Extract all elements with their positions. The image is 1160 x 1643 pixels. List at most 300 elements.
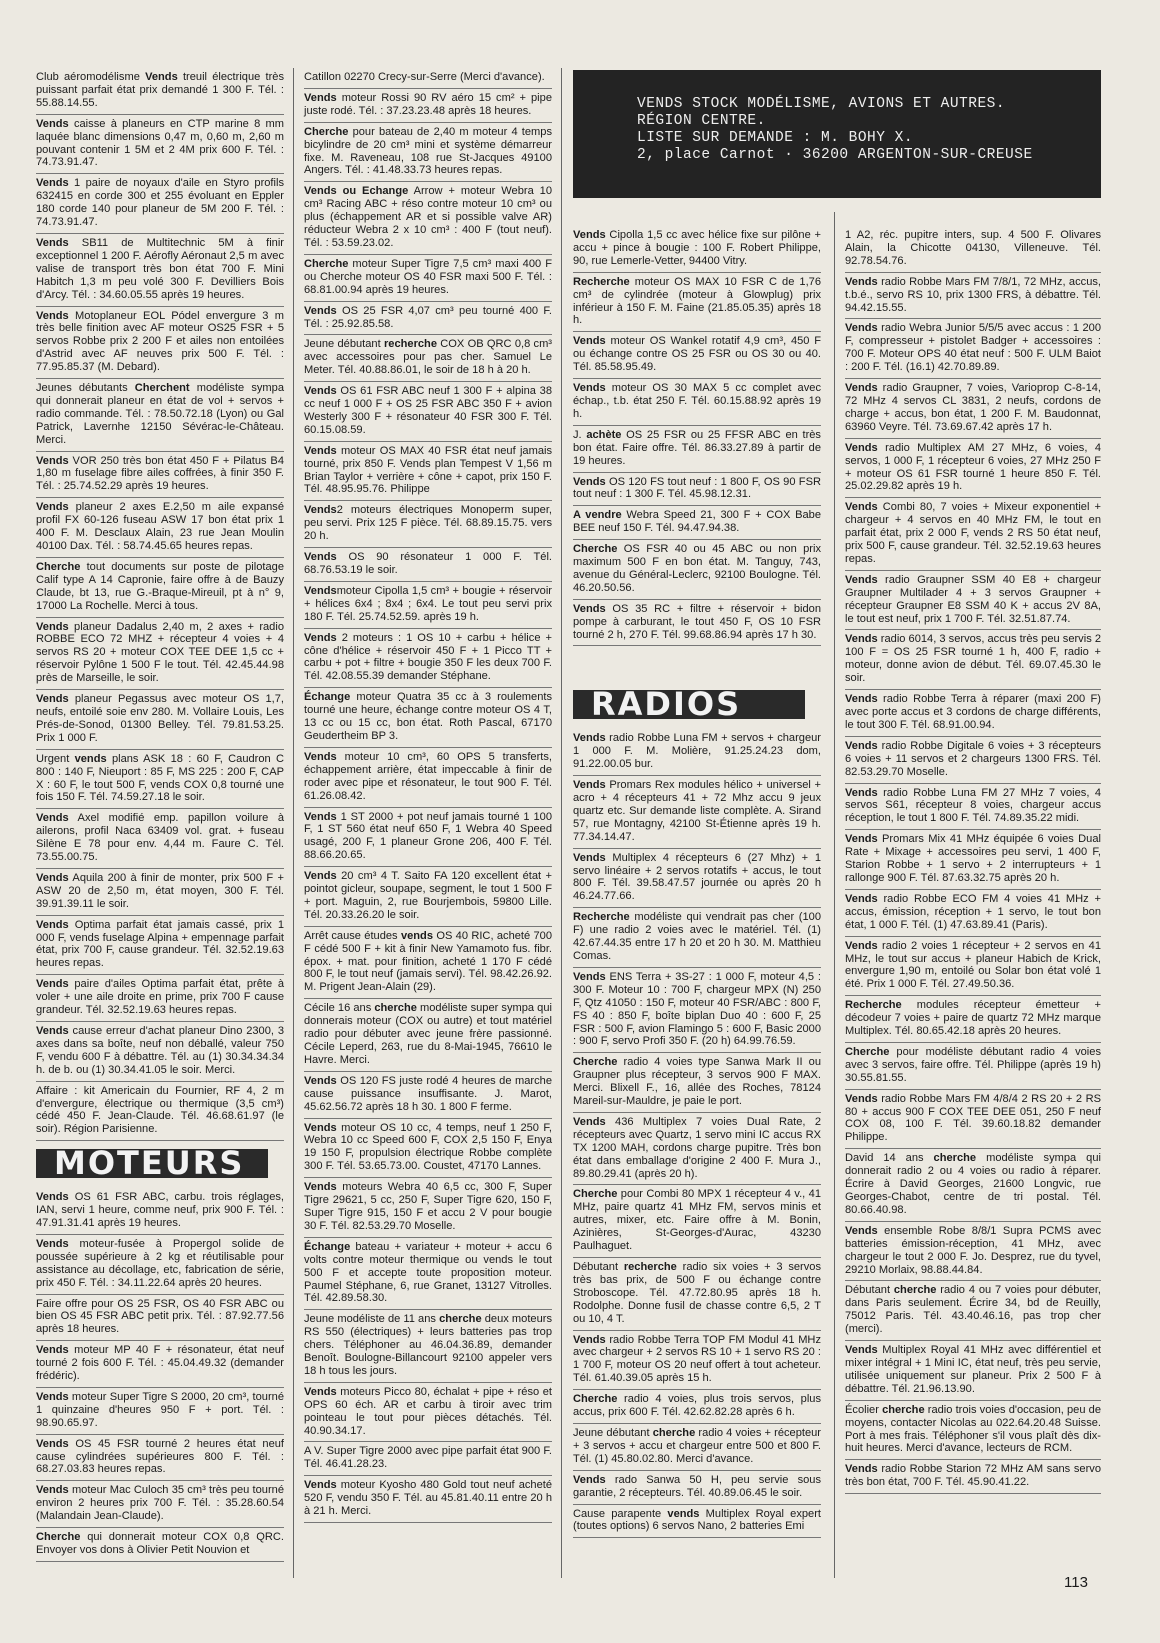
- ad-text: Jeune modéliste de 11 ans: [304, 1313, 440, 1326]
- ad-text: Affaire : kit Americain du Fournier, RF 4, 2 m d'envergure, électrique ou thermique (3,5 cm³) cédé 450 F. Jean-Claude. Tél. 46.68.61.97 (le soir). Région Parisienne.: [36, 1084, 284, 1136]
- section-header-moteurs: MOTEURS: [36, 1149, 268, 1178]
- ad-keyword: Vends: [573, 970, 606, 983]
- ad-text: Promars Rex modules hélico + universel + acro + 4 récepteurs 41 + 72 Mhz accu 9 jeux quartz etc. Sur demande liste complète. A. Sirand 57, rue Montagny, 42100 St-Étienne après 19 h. 77.34.14.47.: [573, 779, 821, 843]
- classified-ad: [573, 473, 821, 507]
- ad-text: A V. Super Tigre 2000 avec pipe parfait état 900 F. Tél. 46.41.28.23.: [304, 1445, 552, 1471]
- ad-text: radio 4 voies + récepteur + 3 servos + accu et chargeur entre 500 et 800 F. Tél. (1) 45.80.02.80. Merci d'avance.: [573, 1426, 821, 1465]
- classified-ad: [304, 582, 552, 629]
- ad-keyword: vends: [74, 752, 107, 765]
- ad-text: pour bateau de 2,40 m moteur 4 temps bicylindre de 20 cm³ mini et système démarreur fixe. M. Raveneau, 108 rue St-Jacques 49100 Angers. Tél. : 41.48.33.73 heures repas.: [304, 125, 552, 177]
- classified-ad: [304, 1178, 552, 1238]
- classified-ad: [573, 1053, 821, 1113]
- classified-ad: [573, 1471, 821, 1505]
- ad-text: 2 moteurs électriques Monoperm super, peu servi. Prix 125 F pièce. Tél. 68.89.15.75. vers 20 h.: [304, 504, 552, 543]
- classified-ad: [573, 1390, 821, 1424]
- classified-ad: [845, 690, 1101, 737]
- ad-keyword: achète: [586, 428, 622, 441]
- classified-ad: [304, 501, 552, 548]
- classified-list: [304, 68, 552, 1523]
- classified-ad: [845, 1460, 1101, 1494]
- ad-text: cause erreur d'achat planeur Dino 2300, 3 axes dans sa boîte, neuf non déballé, valeur 750 F, vendu 600 F à débattre. Tél. au (1) 30.34.34.34 h. de b. ou (1) 30.34.41.05 le soir. Merci.: [36, 1025, 284, 1076]
- column-3: [573, 226, 821, 1538]
- ad-keyword: Vends: [304, 304, 337, 317]
- ad-keyword: Vends: [573, 732, 606, 745]
- ad-keyword: Vends: [36, 1025, 69, 1037]
- classified-ad: [36, 1295, 284, 1342]
- classified-ad: [845, 226, 1101, 273]
- classified-ad: [36, 307, 284, 380]
- classified-ad: [36, 1235, 284, 1295]
- ad-text: moteur Kyosho 480 Gold tout neuf acheté 520 F, vendu 350 F. Tél. au 45.81.40.11 entre 20 h à 21 h. Merci.: [304, 1479, 552, 1518]
- ad-text: caisse à planeurs en CTP marine 8 mm laquée blanc dimensions 0,47 m, 0,60 m, 2,60 m pouvant contenir 1 5M et 2 4M prix 600 F. Tél. : 74.73.91.47.: [36, 117, 284, 169]
- classified-ad: [845, 937, 1101, 997]
- ad-keyword: Vends: [304, 750, 337, 763]
- ad-keyword: Vends: [36, 620, 69, 633]
- classified-ad: [304, 255, 552, 302]
- ad-keyword: Vends: [573, 1333, 606, 1346]
- ad-text: Aquila 200 à finir de monter, prix 500 F + ASW 20 de 2,50 m, état moyen, 300 F. Tél. 39.91.39.11 le soir.: [36, 871, 284, 910]
- classified-ad: [573, 1505, 821, 1539]
- ad-text: OS FSR 40 ou 45 ABC ou non prix maximum 500 F en bon état. M. Tanguy, 743, avenue du Général-Leclerc, 92100 Boulogne. Tél. 46.20.50.56.: [573, 543, 821, 594]
- classified-ad: [36, 115, 284, 175]
- ad-keyword: Vends: [36, 871, 69, 884]
- classified-ad: [304, 867, 552, 927]
- ad-keyword: Vends: [845, 939, 878, 952]
- classified-ad: [304, 89, 552, 123]
- ad-keyword: Cherche: [573, 1056, 618, 1069]
- ad-text: moteurs Webra 40 6,5 cc, 300 F, Super Tigre 29621, 5 cc, 250 F, Super Tigre 620, 150 F, Super Tigre 915, 150 F et accu 2 V pour bougie 30 F. Tél. 82.53.29.70 Moselle.: [304, 1181, 552, 1232]
- ad-keyword: Vends: [36, 236, 69, 249]
- classified-ad: [36, 1022, 284, 1082]
- ad-keyword: Vends: [304, 1074, 337, 1087]
- classified-ad: [845, 273, 1101, 320]
- ad-keyword: Vends: [573, 851, 606, 864]
- classified-ad: [36, 916, 284, 976]
- classified-ad: [845, 1341, 1101, 1401]
- ad-keyword: Cherche: [36, 560, 81, 573]
- ad-text: radio Robbe Terra à réparer (maxi 200 F) avec porte accus et 3 cordons de charge différents, le tout 300 F. Tél. 68.91.00.94.: [845, 693, 1101, 731]
- classified-ad: [304, 68, 552, 89]
- ad-text: OS 120 FS juste rodé 4 heures de marche cause puissance insuffisante. J. Marot, 45.62.56.72 après 18 h 30. 1 800 F ferme.: [304, 1074, 552, 1113]
- ad-text: moteur MP 40 F + résonateur, état neuf tourné 2 fois 600 F. Tél. : 45.04.49.32 (demander frédéric).: [36, 1344, 284, 1383]
- ad-text: Arrêt cause études: [304, 929, 401, 942]
- ad-keyword: Vends: [36, 1437, 69, 1450]
- classified-ad: [573, 968, 821, 1053]
- ad-text: Cause parapente: [573, 1507, 668, 1520]
- ad-keyword: Vends: [36, 1191, 69, 1204]
- classified-ad: [36, 498, 284, 558]
- ad-text: bateau + variateur + moteur + accu 6 volts contre moteur thermique ou vends le tout 500 F et accepte toute proposition moteur. Paumel Stéphane, 6, rue Granet, 13127 Vitrolles. Tél. 42.89.58.30.: [304, 1240, 552, 1305]
- classified-ad: [304, 808, 552, 868]
- ad-text: modules récepteur émetteur + décodeur 7 voies + paire de quartz 72 MHz marque Multiplex. Tél. 80.65.42.18 après 20 heures.: [845, 999, 1101, 1038]
- classified-ad: [304, 1072, 552, 1119]
- ad-keyword: Vends: [36, 117, 69, 130]
- ad-keyword: Vends: [845, 275, 878, 288]
- classified-ad: [845, 784, 1101, 831]
- ad-keyword: Vends: [304, 631, 337, 644]
- classified-ad: [36, 174, 284, 234]
- classified-ad: [36, 1481, 284, 1528]
- ad-text: Débutant: [573, 1261, 624, 1273]
- classified-ad: [304, 442, 552, 502]
- classified-ad: [845, 996, 1101, 1043]
- ad-text: OS 45 FSR tourné 2 heures état neuf cause cylindrées supérieures 800 F. Tél. : 68.27.03.83 heures repas.: [36, 1437, 284, 1476]
- classified-ad: [36, 68, 284, 115]
- ad-text: radio Robbe Mars FM 7/8/1, 72 MHz, accus, t.b.é., servo RS 10, prix 1300 FRS, à débattre. Tél. 94.42.15.55.: [845, 275, 1101, 314]
- classified-ad: [304, 1119, 552, 1179]
- classified-ad: [573, 849, 821, 909]
- ad-text: radio Graupner SSM 40 E8 + chargeur Graupner Multilader 4 + 3 servos Graupner + récepteur Graupner E8 SSM 40 K + accus 2V 8A, le tout est neuf, prix 1 700 F. Tél. 32.51.87.74.: [845, 573, 1101, 625]
- classified-ad: [573, 908, 821, 968]
- ad-keyword: Vends: [36, 812, 69, 825]
- ad-text: radio Robbe ECO FM 4 voies 41 MHz + accus, émission, réception + 1 servo, le tout bon état, 1 000 F. Tél. (1) 47.63.89.41 (Paris).: [845, 892, 1101, 931]
- classified-ad: [36, 1341, 284, 1388]
- classified-ad: [304, 1442, 552, 1476]
- ad-text: Jeune débutant: [573, 1426, 653, 1439]
- ad-text: moteur OS 10 cc, 4 temps, neuf 1 250 F, Webra 10 cc Speed 600 F, COX 2,5 150 F, Enya 19 150 F, propulsion électrique Robbe complète 300 F. Tél. 53.65.73.00. Coustet, 47170 Lannes.: [304, 1121, 552, 1173]
- classified-ad: [573, 1113, 821, 1186]
- ad-keyword: Vends: [36, 1237, 69, 1250]
- ad-keyword: Vends: [845, 441, 878, 454]
- ad-text: 20 cm³ 4 T. Saito FA 120 excellent état + pointot gicleur, soupape, segment, le tout 1 500 F + port. Maguin, 2, rue Bourjembois, 59800 Lille. Tél. 20.33.26.20 le soir.: [304, 870, 552, 921]
- ad-text: radio Robbe Luna FM 27 MHz 7 voies, 4 servos S61, récepteur 8 voies, chargeur accus réception, le tout 1 800 F. Tél. 74.89.35.22 midi.: [845, 786, 1101, 825]
- classified-ad: [573, 226, 821, 273]
- ad-keyword: Vends ou Echange: [304, 185, 409, 198]
- classified-ad: [36, 1435, 284, 1482]
- ad-text: deux moteurs RS 550 (électriques) + leurs batteries pas trop chers. Téléphoner au 46.04.36.89, demander Benoît. Boulogne-Billancourt 92100 appeler vers 18 h tous les jours.: [304, 1313, 553, 1377]
- ad-keyword: Vends: [573, 1473, 606, 1486]
- ad-text: David 14 ans: [845, 1152, 934, 1165]
- ad-text: modéliste qui vendrait pas cher (100 F) une radio 2 voies avec le matériel. Tél. (1) 42.67.44.35 entre 17 h 20 et 20 h 30. M. Matthieu Comas.: [573, 911, 821, 962]
- classified-ad: [36, 809, 284, 869]
- ad-text: moteur Cipolla 1,5 cm³ + bougie + réservoir + hélices 6x4 ; 8x4 ; 6x4. Le tout peu servi prix 180 F. Tél. 25.74.52.59. après 19 h.: [304, 584, 552, 623]
- ad-text: pour Combi 80 MPX 1 récepteur 4 v., 41 MHz, paire quartz 41 MHz FM, servos minis et autres, mixer, etc. Faire offre à M. Bonin, Azinières, St-Georges-d'Aurac, 43230 Paulhaguet.: [573, 1188, 821, 1253]
- ad-text: radio Robbe Starion 72 MHz AM sans servo très bon état, 700 F. Tél. 45.90.41.22.: [845, 1463, 1101, 1489]
- ad-keyword: Vends: [304, 584, 337, 597]
- ad-keyword: Vends: [36, 1344, 69, 1357]
- ad-keyword: Vends: [36, 978, 69, 991]
- ad-text: radio Robbe Digitale 6 voies + 3 récepteurs 6 voies + 11 servos et 2 chargeurs 1300 FRS. Tél. 82.53.29.70 Moselle.: [845, 739, 1101, 778]
- ad-keyword: Vends: [304, 385, 337, 398]
- ad-text: planeur Pegassus avec moteur OS 1,7, neufs, entoilé soie env 280. M. Vollaire Louis, Les Prés-de-Sonod, 01300 Belley. Tél. 79.81.53.25. Prix 1 000 F.: [36, 693, 284, 744]
- ad-keyword: Vends: [845, 739, 878, 752]
- ad-keyword: Recherche: [573, 911, 630, 924]
- ad-text: ENS Terra + 3S-27 : 1 000 F, moteur 4,5 : 300 F. Moteur 10 : 700 F, chargeur MPX (N) 250 F, Qtz 41050 : 150 F, moteur 40 FSR/ABC : 800 F, FS 40 : 850 F, boîte biplan Duo 40 : 600 F, 25 FSR : 500 F, avion Flamingo 5 : 600 F, Basic 2000 : 900 F, servo Profi 350 F. (20 h) 64.99.76.59.: [573, 970, 821, 1048]
- classified-ad: [304, 629, 552, 689]
- banner-line: VENDS STOCK MODÉLISME, AVIONS ET AUTRES.: [637, 96, 1006, 112]
- classified-ad: [845, 830, 1101, 890]
- ad-keyword: Vends: [845, 1224, 878, 1237]
- ad-keyword: cherche: [652, 1426, 696, 1439]
- ad-text: moteur OS MAX 10 FSR C de 1,76 cm³ de cylindrée (moteur à Glowplug) prix inférieur à 150 F. M. Faine (21.85.05.35) après 18 h.: [573, 275, 821, 327]
- classified-ad: [573, 506, 821, 540]
- ad-text: 2 moteurs : 1 OS 10 + carbu + hélice + cône d'hélice + réservoir 450 F + 1 Picco TT + carbu + pot + filtre + bougie 350 F les deux 700 F. Tél. 42.08.55.39 demander Stéphane.: [304, 631, 552, 683]
- ad-keyword: cherche: [439, 1313, 482, 1326]
- column-2: [304, 68, 552, 1523]
- ad-text: Club aéromodélisme: [36, 71, 146, 83]
- classified-list: [36, 1188, 284, 1562]
- ad-keyword: Cherche: [304, 125, 349, 138]
- ad-text: OS 25 FSR 4,07 cm³ peu tourné 400 F. Tél. : 25.92.85.58.: [304, 304, 552, 330]
- ad-text: modéliste sympa qui donnerait radio 2 ou 4 voies ou radio à réparer. Écrire à David Georges, 21600 Longvic, rue Georges-Chabot, centre de tri postal. Tél. 80.66.40.98.: [845, 1152, 1101, 1216]
- classified-ad: [845, 439, 1101, 499]
- ad-text: COX OB QRC 0,8 cm³ avec accessoires pour pas cher. Samuel Le Meter. Tél. 40.88.86.01, le soir de 18 h à 20 h.: [304, 338, 553, 377]
- ad-keyword: Cherchent: [134, 382, 190, 395]
- ad-text: Motoplaneur EOL Pódel envergure 3 m très belle finition avec AF moteur OS25 FSR + 5 servos Robbe prix 2 200 F et ailes non entoilées d'Astrid avec AF neuves prix 500 F. Tél. : 77.95.85.37 (M. Debard).: [36, 309, 284, 374]
- classified-ad: [304, 335, 552, 382]
- ad-keyword: Vends: [845, 573, 878, 586]
- classified-ad: [36, 1082, 284, 1142]
- ad-keyword: Cherche: [845, 1045, 890, 1058]
- ad-keyword: cherche: [933, 1152, 977, 1165]
- ad-text: Combi 80, 7 voies + Mixeur exponentiel + chargeur + 4 servos en 40 MHz FM, le tout en parfait état, prix 2 000 F, vends 2 RS 50 état neuf, prix 500 F, cause grandeur. Tél. 32.52.19.63 heures repas.: [845, 501, 1101, 565]
- ad-keyword: Vends: [36, 177, 69, 190]
- classified-ad: [845, 890, 1101, 937]
- ad-text: moteur Super Tigre 7,5 cm³ maxi 400 F ou Cherche moteur OS 40 FSR maxi 500 F. Tél. : 68.81.00.94 après 19 heures.: [304, 257, 552, 296]
- ad-keyword: Vends: [304, 91, 337, 104]
- classified-ad: [845, 1043, 1101, 1090]
- ad-keyword: cherche: [882, 1403, 925, 1416]
- ad-text: Webra Speed 21, 300 F + COX Babe BEE neuf 150 F. Tél. 94.47.94.38.: [573, 509, 821, 535]
- ad-text: Jeunes débutants: [36, 382, 135, 395]
- section-header-radios: RADIOS: [573, 690, 805, 719]
- ad-keyword: Vends: [304, 551, 337, 564]
- banner-line: 2, place Carnot · 36200 ARGENTON-SUR-CREUSE: [637, 147, 1033, 163]
- ad-text: radio Graupner, 7 voies, Varioprop C-8-14, 72 MHz 4 servos CL 3831, 2 neufs, cordons de charge + accus, bon état, 1 200 F. M. Baudonnat, 63960 Veyre. Tél. 73.69.67.42 après 17 h.: [845, 382, 1101, 433]
- classified-ad: [304, 123, 552, 183]
- ad-text: planeur Dadalus 2,40 m, 2 axes + radio ROBBE ECO 72 MHZ + récepteur 4 voies + 4 servos RS 20 + moteur COX TEE DEE 1,5 cc + réservoir Pylône 1 500 F le tout. Tél. 42.45.44.98 près de Marseille, le soir.: [36, 620, 284, 685]
- classified-ad: [304, 548, 552, 582]
- banner-line: RÉGION CENTRE.: [637, 113, 766, 129]
- ad-text: radio Robbe Mars FM 4/8/4 2 RS 20 + 2 RS 80 + accus 900 F COX TEE DEE 051, 250 F neuf COX 08, 100 F. Tél. 39.60.18.82 demander Philippe.: [845, 1092, 1101, 1144]
- classified-ad: [845, 1222, 1101, 1282]
- classified-ad: [304, 1310, 552, 1383]
- classified-ad: [845, 1281, 1101, 1341]
- classified-ad: [36, 1528, 284, 1562]
- ad-keyword: Vends: [36, 309, 69, 322]
- ad-keyword: Vends: [304, 1121, 337, 1134]
- ad-text: Débutant: [845, 1284, 894, 1297]
- ad-keyword: Vends: [304, 1385, 337, 1398]
- classified-ad: [36, 869, 284, 916]
- column-divider: [293, 68, 294, 1578]
- classified-ad: [845, 737, 1101, 784]
- classified-ad: [304, 927, 552, 1000]
- ad-text: modéliste sympa qui donnerait planeur en état de vol + servos + radio commande. Tél. : 78.50.72.18 (Lyon) ou Gal Patrick, Lavernhe 12150 Sévérac-le-Château. Merci.: [36, 382, 284, 446]
- ad-text: Axel modifié emp. papillon voilure à ailerons, profil Naca 63409 vol. grat. + fuseau Silène E 78 pour env. 4,44 m. Faure C. Tél. 73.55.00.75.: [36, 812, 284, 864]
- ad-text: Cécile 16 ans: [304, 1002, 375, 1015]
- page-number: 113: [1064, 1574, 1088, 1591]
- ad-keyword: Cherche: [573, 1188, 618, 1201]
- ad-keyword: Vends: [573, 779, 606, 792]
- ad-text: OS 25 FSR ou 25 FFSR ABC en très bon état. Faire offre. Tél. 86.33.27.89 à partir de 19 heures.: [573, 428, 821, 467]
- ad-text: Catillon 02270 Crecy-sur-Serre (Merci d'avance).: [304, 71, 545, 83]
- ad-text: planeur 2 axes E.2,50 m aile expansé profil FX 60-126 fuseau ASW 17 bon état prix 1 400 F. M. Desclaux Alain, 23 rue Jean Moulin 40100 Dax. Tél. : 58.74.45.65 heures repas.: [36, 501, 284, 552]
- ad-keyword: recherche: [383, 338, 438, 351]
- ad-text: ensemble Robe 8/8/1 Supra PCMS avec batteries émission-réception, 41 MHz, avec chargeur le tout 2 000 F. Jo. Desprez, rue du tyvel, 29210 Morlaix, 98.88.44.84.: [845, 1224, 1101, 1276]
- ad-text: OS 35 RC + filtre + réservoir + bidon pompe à carburant, le tout 450 F, OS 10 FSR tourné 2 h, 270 F. Tél. 99.68.86.94 après 17 h 30.: [573, 602, 821, 641]
- classified-ad: [573, 540, 821, 600]
- ad-text: VOR 250 très bon état 450 F + Pilatus B4 1,80 m fuselage fibre ailes coffrées, à finir 350 F. Tél. : 25.74.52.29 après 19 heures.: [36, 454, 284, 493]
- banner-line: LISTE SUR DEMANDE : M. BOHY X.: [637, 130, 914, 146]
- classified-ad: [36, 618, 284, 691]
- ad-text: radio trois voies d'occasion, peu de moyens, contacter Nicolas au 022.64.20.48 Suisse. Port à mes frais. Téléphoner s'il vous plaît dès dix-huit heures. Merci d'avance, lecteurs de RCM.: [845, 1403, 1101, 1455]
- ad-keyword: Vends: [36, 501, 69, 514]
- classified-ad: [845, 630, 1101, 690]
- ad-text: radio 4 voies, plus trois servos, plus accus, prix 600 F. Tél. 42.62.82.28 après 6 h.: [573, 1393, 821, 1419]
- ad-text: 1 A2, réc. pupitre inters, sup. 4 500 F. Olivares Alain, la Chicotte 04130, Villeneuve. Tél. 92.78.54.76.: [845, 229, 1101, 267]
- ad-text: moteur Quatra 35 cc à 3 roulements tourné une heure, échange contre moteur OS 4 T, 13 cc ou 15 cc, bon état. Roth Pascal, 67170 Geudertheim BP 3.: [304, 691, 552, 742]
- ad-text: plans ASK 18 : 60 F, Caudron C 800 : 140 F, Nieuport : 85 F, MS 225 : 200 F, CAP X : 60 F, le tout 500 F, vends COX 0,8 tourné une fois 150 F. Tél. 74.59.27.18 le soir.: [36, 752, 284, 804]
- ad-keyword: Vends: [845, 382, 878, 395]
- ad-keyword: A vendre: [573, 509, 622, 522]
- ad-keyword: recherche: [623, 1261, 677, 1273]
- classified-ad: [304, 1238, 552, 1311]
- ad-keyword: Vends: [845, 1092, 878, 1105]
- classified-ad: [845, 1149, 1101, 1222]
- classified-ad: [304, 688, 552, 748]
- classified-ad: [573, 1185, 821, 1258]
- ad-text: treuil électrique très puissant parfait état prix demandé 1 300 F. Tél. : 55.88.14.55.: [36, 71, 284, 109]
- ad-keyword: Cherche: [36, 1531, 81, 1544]
- ad-text: radio 6014, 3 servos, accus très peu servis 2 100 F = OS 25 FSR tourné 1 h, 400 F, radio + moteur, donne avion de début. Tél. 69.07.45.30 le soir.: [845, 633, 1101, 685]
- ad-keyword: Vends: [36, 1484, 69, 1497]
- classified-ad: [36, 975, 284, 1022]
- column-divider: [834, 212, 835, 1578]
- ad-keyword: Vends: [845, 833, 878, 846]
- ad-keyword: Vends: [36, 1390, 69, 1403]
- ad-keyword: Recherche: [573, 275, 630, 288]
- ad-keyword: Vends: [36, 693, 69, 706]
- ad-keyword: Vends: [573, 335, 606, 348]
- classified-ad: [36, 234, 284, 307]
- ad-keyword: Vends: [36, 454, 69, 467]
- ad-text: moteur-fusée à Propergol solide de poussée supérieure à 2 kg et réutilisable pour assistance au décollage, etc, fabrication de série, prix 450 F. Tél. : 34.11.22.64 après 20 heures.: [36, 1237, 284, 1289]
- ad-text: SB11 de Multitechnic 5M à finir exceptionnel 1 200 F. Aérofly Aéronaut 2,5 m avec valise de transport très bon état 700 F. Mini Habitch 1,3 m peu volé 300 F. Devilliers Bois d'Arcy. Tél. : 34.60.05.55 après 19 heures.: [36, 236, 284, 301]
- classified-ad: [36, 452, 284, 499]
- ad-text: moteur Mac Culoch 35 cm³ très peu tourné environ 2 heures prix 700 F. Tél. : 35.28.60.54 (Malandain Jean-Claude).: [36, 1484, 284, 1523]
- ad-keyword: Vends: [145, 71, 178, 83]
- classified-ad: [304, 1476, 552, 1523]
- ad-keyword: Vends: [573, 1115, 606, 1128]
- ad-keyword: Vends: [845, 633, 878, 646]
- ad-keyword: Vends: [304, 444, 337, 457]
- ad-keyword: Cherche: [304, 257, 349, 270]
- ad-keyword: Vends: [304, 504, 337, 517]
- ad-text: 1 paire de noyaux d'aile en Styro profils 632415 en corde 300 et 255 évoluant en Eppler 180 corde 140 pour planeur de 5M 200 F. Tél. : 74.73.91.47.: [36, 177, 284, 229]
- ad-text: paire d'ailes Optima parfait état, prête à voler + une aile droite en prime, prix 700 F cause grandeur. Tél. 32.52.19.63 heures repas.: [36, 978, 284, 1017]
- ad-text: radio Webra Junior 5/5/5 avec accus : 1 200 F, compresseur + pistolet Badger + accessoires : 700 F. Moteur OPS 40 état neuf : 500 F. ULM Baiot : 200 F. Tél. (16.1) 42.70.89.89.: [845, 322, 1101, 374]
- classified-ad: [845, 1090, 1101, 1150]
- ad-text: radio 4 voies type Sanwa Mark II ou Graupner plus récepteur, 3 servos 900 F MAX. Merci. Blixell F., 16, allée des Roches, 78124 Mareil-sur-Mauldre, je paie le port.: [573, 1056, 821, 1108]
- classified-ad: [304, 999, 552, 1072]
- ad-keyword: Vends: [304, 810, 337, 823]
- ad-text: Optima parfait état jamais cassé, prix 1 000 F, vends fuselage Alpina + empennage parfait état, prix 700 F, cause grandeur. Tél. 32.52.19.63 heures repas.: [36, 918, 284, 970]
- classified-ad: [36, 750, 284, 810]
- classified-ad: [573, 379, 821, 426]
- classified-ad: [36, 1188, 284, 1235]
- ad-text: moteur OS 30 MAX 5 cc complet avec échap., t.b. état 250 F. Tél. 60.15.88.92 après 19 h.: [573, 382, 821, 420]
- ad-text: Urgent: [36, 752, 75, 765]
- classified-ad: [845, 571, 1101, 631]
- ad-keyword: Vends: [845, 693, 878, 706]
- classified-ad: [36, 379, 284, 452]
- classified-ad: [304, 1383, 552, 1443]
- ad-keyword: Recherche: [845, 999, 902, 1012]
- ad-text: radio six voies + 3 servos très bas prix, de 500 F ou échange contre Stroboscope. Tél. 47.72.80.95 après 18 h. Rodolphe. Donne fusil de chasse contre 6,5, 2 T ou 10, 4 T.: [573, 1261, 821, 1325]
- ad-keyword: Vends: [573, 229, 606, 241]
- ad-keyword: Vends: [845, 1463, 878, 1476]
- ad-text: Multiplex Royal expert (toutes options) 6 servos Nano, 2 batteries Emi: [573, 1507, 821, 1533]
- ad-text: J.: [573, 428, 587, 441]
- column-divider: [561, 68, 562, 1578]
- classified-ad: [36, 690, 284, 750]
- ad-text: OS 120 FS tout neuf : 1 800 F, OS 90 FSR tout neuf : 1 300 F. Tél. 45.98.12.31.: [573, 475, 821, 501]
- ad-text: rado Sanwa 50 H, peu servie sous garantie, 2 récepteurs. Tél. 40.89.06.45 le soir.: [573, 1473, 821, 1499]
- ad-text: OS 61 FSR ABC neuf 1 300 F + alpina 38 cc neuf 1 000 F + OS 25 FSR ABC 350 F + avion Westerly 300 F + résonateur 40 FSR 300 F. Tél. 60.15.08.59.: [304, 385, 552, 436]
- classified-ad: [845, 319, 1101, 379]
- ad-keyword: Échange: [304, 691, 351, 704]
- ad-text: OS 90 résonateur 1 000 F. Tél. 68.76.53.19 le soir.: [304, 551, 552, 576]
- ad-text: modéliste super sympa qui donnerais moteur (COX ou autre) et tout matériel radio pour débuter avec jeune frère passionné. Cécile Leperd, 263, rue du 8-Mai-1945, 76610 le Havre. Merci.: [304, 1002, 552, 1066]
- ad-keyword: Vends: [573, 382, 606, 395]
- classified-ad: [573, 1424, 821, 1471]
- ad-text: tout documents sur poste de pilotage Calif type A 14 Capronie, faire offre à de Bauzy Claude, bt 13, rue G.-Braque-Mireuil, pt à n° 9, 17000 La Rochelle. Merci à tous.: [36, 560, 284, 612]
- classified-list: [573, 226, 821, 646]
- classified-ad: [845, 1401, 1101, 1461]
- ad-keyword: Vends: [304, 1181, 337, 1194]
- ad-text: moteur Rossi 90 RV aéro 15 cm² + pipe juste rodé. Tél. : 37.23.23.48 après 18 heures.: [304, 91, 552, 117]
- classified-ad: [304, 182, 552, 255]
- ad-text: pour modéliste débutant radio 4 voies avec 3 servos, faire offre. Tél. Philippe (après 19 h) 30.55.81.55.: [845, 1045, 1101, 1084]
- ad-keyword: Vends: [845, 501, 878, 514]
- ad-text: moteur OS Wankel rotatif 4,9 cm³, 450 F ou échange contre OS 25 FSR ou OS 30 ou 40. Tél. 85.58.95.49.: [573, 335, 821, 374]
- classified-ad: [36, 1388, 284, 1435]
- classified-list: [845, 226, 1101, 1494]
- classified-ad: [36, 558, 284, 618]
- ad-text: moteurs Picco 80, échalat + pipe + réso et OPS 60 éch. AR et carbu à tiroir avec trim pointeau le tout pour pièces détachés. Tél. 40.90.34.17.: [304, 1385, 552, 1437]
- ad-keyword: Vends: [845, 892, 878, 905]
- ad-text: radio 4 ou 7 voies pour débuter, dans Paris seulement. Écrire 34, bd de Reuilly, 75012 Paris. Tél. 43.40.46.16, pas trop cher (merci).: [845, 1284, 1102, 1336]
- ad-text: Multiplex Royal 41 MHz avec différentiel et mixer intégral + 1 Mini IC, état neuf, très peu servie, utilisée uniquement sur planeur. Prix 2 500 F à débattre. Tél. 21.96.13.90.: [845, 1344, 1101, 1395]
- ad-text: Arrow + moteur Webra 10 cm³ Racing ABC + réso contre moteur 10 cm³ ou plus (échappement AR et si possible valve AR) réducteur Webra 2 x 10 cm³ : 400 F (tout neuf). Tél. : 53.59.23.02.: [304, 185, 553, 249]
- ad-text: radio 2 voies 1 récepteur + 2 servos en 41 MHz, le tout sur accus + planeur Habich de Krick, envergure 1,90 m, entoilé ou Solar bon état volé 1 été. Prix 1 000 F. Tél. 27.49.50.36.: [845, 939, 1101, 991]
- classified-ad: [573, 1331, 821, 1391]
- ad-text: Jeune débutant: [304, 338, 384, 351]
- ad-keyword: Vends: [304, 1479, 337, 1492]
- ad-text: moteur OS MAX 40 FSR état neuf jamais tourné, prix 850 F. Vends plan Tempest V 1,56 m Brian Taylor + verrière + cône + capot, prix 150 F. Tél. 48.95.95.76. Philippe: [304, 444, 552, 496]
- ad-keyword: Vends: [845, 1344, 878, 1357]
- ad-text: radio Multiplex AM 27 MHz, 6 voies, 4 servos, 1 000 F, 1 récepteur 6 voies, 27 MHz 250 F + moteur OS 61 FSR tourné 1 heure 850 F. Tél. 25.02.29.82 après 19 h.: [845, 441, 1101, 493]
- ad-keyword: Vends: [845, 786, 878, 799]
- ad-keyword: Vends: [573, 602, 606, 615]
- ad-keyword: Cherche: [573, 1393, 618, 1406]
- ad-keyword: Vends: [573, 475, 606, 488]
- ad-text: moteur 10 cm³, 60 OPS 5 transferts, échappement arrière, état impeccable à finir de roder avec pipe et résonateur, le tout 900 F. Tél. 61.26.08.42.: [304, 750, 552, 802]
- classified-list: [573, 729, 821, 1538]
- ad-keyword: vends: [400, 929, 433, 942]
- ad-keyword: cherche: [374, 1002, 417, 1015]
- ad-text: 1 ST 2000 + pot neuf jamais tourné 1 100 F, 1 ST 560 état neuf 650 F, 1 Webra 40 Speed usagé, 200 F, 1 planeur Grone 206, 400 F. Tél. 88.66.20.65.: [304, 810, 552, 862]
- classified-ad: [304, 302, 552, 336]
- classified-ad: [573, 776, 821, 849]
- classified-ad: [573, 426, 821, 473]
- classified-ad: [845, 379, 1101, 439]
- classified-ad: [573, 729, 821, 776]
- classified-ad: [573, 1258, 821, 1331]
- classified-ad: [573, 600, 821, 647]
- column-4: [845, 226, 1101, 1494]
